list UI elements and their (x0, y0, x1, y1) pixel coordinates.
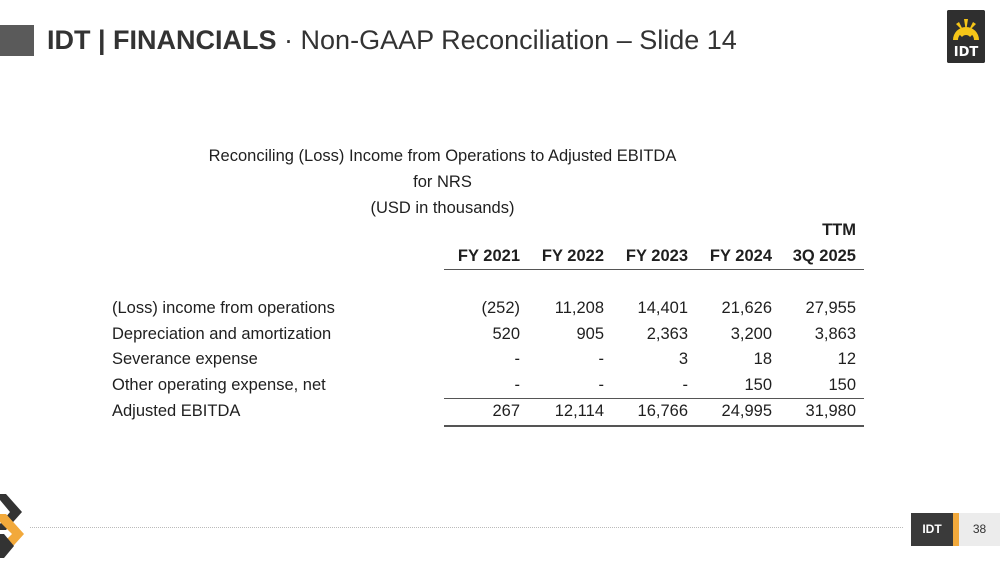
table-cell: 150 (744, 375, 772, 394)
table-title-line3: (USD in thousands) (370, 199, 515, 217)
chevron-decoration-icon (0, 494, 26, 563)
table-cell: 3,200 (730, 324, 772, 343)
row-label: Adjusted EBITDA (112, 402, 241, 421)
reconciliation-table (107, 218, 864, 427)
column-header-top (528, 218, 612, 244)
table-cell: 3 (678, 350, 688, 368)
footer-divider (30, 527, 903, 528)
footer-brand: IDT (911, 513, 953, 546)
table-cell: 27,955 (805, 299, 856, 317)
row-label: (Loss) income from operations (112, 299, 335, 317)
slide-title-bold: IDT | FINANCIALS (47, 25, 277, 55)
table-cell: 18 (753, 350, 772, 368)
column-header: FY 2024 (696, 244, 780, 270)
table-cell: - (514, 375, 520, 394)
table-spacer-row (107, 270, 864, 297)
table-cell: - (514, 350, 520, 368)
table-cell: 12,114 (528, 399, 612, 426)
table-cell: 16,766 (612, 399, 696, 426)
column-header-top (444, 218, 528, 244)
table-cell: 267 (444, 399, 528, 426)
table-title (115, 143, 770, 221)
table-header-row-top (107, 218, 864, 244)
table-header-row (107, 244, 864, 270)
column-header: FY 2023 (612, 244, 696, 270)
table-cell: - (598, 375, 604, 394)
table-cell: 520 (492, 324, 520, 343)
row-label: Depreciation and amortization (112, 324, 332, 343)
column-header: FY 2021 (444, 244, 528, 270)
page-number: 38 (959, 513, 1000, 546)
table-cell: - (682, 375, 688, 394)
column-header: FY 2022 (528, 244, 612, 270)
idt-logo-icon (947, 10, 985, 63)
table-cell: - (598, 350, 604, 368)
table-title-line1: Reconciling (Loss) Income from Operations to Adjusted EBITDA (208, 147, 677, 165)
header-accent-block (0, 25, 34, 56)
logo-text: IDT (953, 45, 979, 60)
table-cell: 14,401 (637, 299, 688, 317)
column-header-top (612, 218, 696, 244)
table-cell: 150 (828, 375, 856, 394)
table-cell: 11,208 (554, 299, 604, 317)
row-label: Other operating expense, net (112, 375, 326, 394)
table-title-line2: for NRS (413, 173, 472, 191)
table-cell: 12 (837, 350, 856, 368)
table-row (107, 296, 864, 322)
slide-title-light: · Non-GAAP Reconciliation – Slide 14 (276, 25, 737, 55)
row-label: Severance expense (112, 350, 258, 368)
table-row (107, 373, 864, 399)
table-cell: (252) (481, 299, 520, 317)
slide-title (47, 22, 737, 58)
table-cell: 21,626 (721, 299, 772, 317)
column-header-top: TTM (822, 221, 856, 239)
column-header: 3Q 2025 (780, 244, 864, 270)
column-header-top (696, 218, 780, 244)
table-cell: 3,863 (814, 324, 856, 343)
table-row (107, 347, 864, 373)
table-row (107, 322, 864, 348)
table-cell: 24,995 (696, 399, 780, 426)
table-cell: 905 (576, 324, 604, 343)
table-total-row (107, 399, 864, 426)
table-cell: 2,363 (646, 324, 688, 343)
table-cell: 31,980 (780, 399, 864, 426)
